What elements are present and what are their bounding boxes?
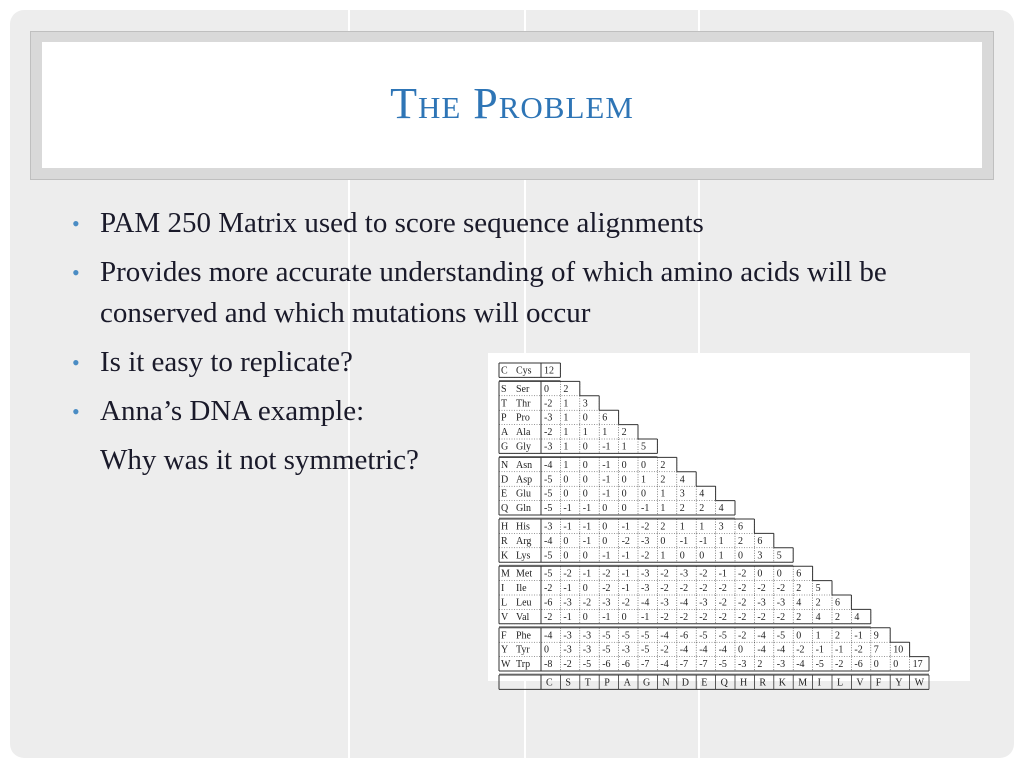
matrix-value: 6 bbox=[738, 521, 743, 533]
matrix-value: 2 bbox=[679, 503, 685, 515]
bullet-dot-icon: • bbox=[72, 350, 80, 375]
row-name: Trp bbox=[516, 659, 531, 671]
matrix-value: -3 bbox=[602, 597, 611, 609]
matrix-value: -4 bbox=[641, 597, 650, 609]
matrix-value: -7 bbox=[641, 659, 650, 671]
matrix-value: 1 bbox=[699, 521, 705, 533]
row-letter: A bbox=[501, 427, 509, 439]
matrix-value: -2 bbox=[641, 521, 650, 533]
matrix-value: 1 bbox=[602, 427, 608, 439]
row-letter: W bbox=[501, 659, 511, 671]
matrix-value: 0 bbox=[621, 611, 627, 623]
matrix-value: 0 bbox=[621, 474, 627, 486]
matrix-value: 3 bbox=[757, 550, 763, 562]
column-label: G bbox=[643, 677, 651, 689]
matrix-value: 0 bbox=[621, 459, 627, 471]
matrix-value: -1 bbox=[602, 488, 611, 500]
matrix-value: -1 bbox=[582, 503, 592, 515]
matrix-value: 4 bbox=[718, 503, 724, 515]
matrix-value: -2 bbox=[544, 427, 553, 439]
matrix-value: -2 bbox=[776, 583, 786, 595]
column-label: C bbox=[546, 677, 553, 689]
matrix-value: 0 bbox=[582, 459, 588, 471]
row-name: His bbox=[516, 521, 530, 533]
row-letter: P bbox=[501, 412, 507, 424]
matrix-value: -2 bbox=[738, 597, 747, 609]
pam250-matrix bbox=[488, 353, 970, 689]
matrix-value: 2 bbox=[835, 611, 840, 623]
matrix-value: 2 bbox=[757, 659, 763, 671]
matrix-value: 2 bbox=[796, 583, 802, 595]
column-label: D bbox=[681, 677, 690, 689]
matrix-value: -1 bbox=[815, 644, 824, 656]
matrix-value: -4 bbox=[699, 644, 708, 656]
row-letter: R bbox=[501, 535, 508, 547]
matrix-value: -4 bbox=[544, 459, 553, 471]
row-letter: V bbox=[501, 611, 509, 623]
matrix-value: 0 bbox=[544, 644, 549, 656]
matrix-value: -1 bbox=[699, 535, 708, 547]
matrix-value: -2 bbox=[544, 583, 553, 595]
matrix-value: 0 bbox=[563, 535, 569, 547]
matrix-value: -7 bbox=[699, 659, 708, 671]
matrix-value: -5 bbox=[718, 630, 727, 642]
row-letter: E bbox=[501, 488, 508, 500]
matrix-value: -8 bbox=[544, 659, 553, 671]
matrix-value: 2 bbox=[660, 474, 666, 486]
column-label: Y bbox=[895, 677, 903, 689]
matrix-value: -4 bbox=[544, 535, 553, 547]
column-label: W bbox=[914, 677, 925, 689]
matrix-value: -1 bbox=[854, 630, 863, 642]
matrix-value: 0 bbox=[621, 488, 627, 500]
matrix-value: 2 bbox=[796, 611, 802, 623]
matrix-value: 5 bbox=[641, 441, 646, 453]
matrix-value: -1 bbox=[641, 611, 650, 623]
matrix-value: 1 bbox=[563, 441, 569, 453]
column-label: P bbox=[604, 677, 610, 689]
row-letter: L bbox=[501, 597, 508, 609]
matrix-value: 4 bbox=[679, 474, 685, 486]
column-label: F bbox=[875, 677, 882, 689]
matrix-value: -5 bbox=[699, 630, 708, 642]
matrix-value: -6 bbox=[602, 659, 611, 671]
matrix-value: -2 bbox=[641, 550, 650, 562]
matrix-value: 0 bbox=[796, 630, 802, 642]
matrix-value: 5 bbox=[776, 550, 782, 562]
column-label: A bbox=[623, 677, 631, 689]
matrix-value: 1 bbox=[563, 427, 569, 439]
title-box bbox=[42, 42, 982, 168]
matrix-value: 1 bbox=[660, 550, 666, 562]
matrix-value: -2 bbox=[738, 611, 747, 623]
matrix-value: -6 bbox=[854, 659, 863, 671]
matrix-value: -6 bbox=[621, 659, 630, 671]
matrix-value: -5 bbox=[641, 644, 650, 656]
matrix-value: -2 bbox=[660, 644, 669, 656]
matrix-value: 5 bbox=[815, 583, 821, 595]
matrix-value: -2 bbox=[660, 568, 669, 580]
matrix-value: -2 bbox=[660, 611, 669, 623]
bullet-text: Anna’s DNA example: bbox=[100, 395, 365, 427]
matrix-value: -1 bbox=[621, 583, 630, 595]
matrix-value: -4 bbox=[660, 659, 669, 671]
matrix-value: 2 bbox=[835, 630, 840, 642]
matrix-value: -4 bbox=[718, 644, 727, 656]
matrix-value: -5 bbox=[544, 503, 553, 515]
matrix-value: 6 bbox=[835, 597, 840, 609]
matrix-value: 1 bbox=[582, 427, 588, 439]
matrix-value: -1 bbox=[582, 568, 592, 580]
matrix-value: 10 bbox=[893, 644, 904, 656]
matrix-value: 1 bbox=[718, 535, 724, 547]
matrix-value: 0 bbox=[621, 503, 627, 515]
matrix-value: -3 bbox=[641, 568, 650, 580]
bullet-dot-icon: • bbox=[72, 399, 80, 424]
matrix-value: 0 bbox=[563, 474, 569, 486]
matrix-value: 4 bbox=[796, 597, 802, 609]
bullet-item bbox=[72, 252, 942, 334]
row-letter: F bbox=[501, 630, 507, 642]
matrix-value: -2 bbox=[679, 611, 689, 623]
matrix-value: 0 bbox=[893, 659, 899, 671]
matrix-value: 0 bbox=[660, 535, 666, 547]
matrix-value: 1 bbox=[660, 488, 666, 500]
matrix-value: -3 bbox=[544, 521, 553, 533]
matrix-value: -5 bbox=[602, 644, 611, 656]
matrix-value: -2 bbox=[757, 611, 766, 623]
matrix-value: 0 bbox=[544, 383, 549, 395]
matrix-value: -2 bbox=[544, 611, 553, 623]
matrix-value: 0 bbox=[582, 550, 588, 562]
row-name: Ser bbox=[516, 383, 530, 395]
row-name: Ile bbox=[516, 583, 527, 595]
matrix-value: 0 bbox=[582, 474, 588, 486]
matrix-value: -5 bbox=[544, 488, 553, 500]
slide-title: The Problem bbox=[390, 78, 634, 128]
matrix-value: -2 bbox=[582, 597, 592, 609]
matrix-value: -3 bbox=[776, 597, 786, 609]
matrix-value: 1 bbox=[815, 630, 821, 642]
row-letter: Y bbox=[501, 644, 509, 656]
matrix-value: -2 bbox=[738, 630, 747, 642]
matrix-value: -1 bbox=[602, 441, 611, 453]
matrix-value: -3 bbox=[641, 535, 650, 547]
matrix-value: 4 bbox=[854, 611, 860, 623]
row-letter: C bbox=[501, 365, 508, 377]
matrix-value: -5 bbox=[718, 659, 727, 671]
matrix-value: -2 bbox=[660, 583, 669, 595]
matrix-value: -3 bbox=[699, 597, 708, 609]
matrix-value: 0 bbox=[757, 568, 763, 580]
matrix-value: 6 bbox=[757, 535, 763, 547]
row-letter: D bbox=[501, 474, 509, 486]
bullet-text: Is it easy to replicate? bbox=[100, 346, 353, 378]
bullet-dot-icon: • bbox=[72, 260, 80, 285]
matrix-value: -5 bbox=[776, 630, 786, 642]
column-label: T bbox=[584, 677, 591, 689]
matrix-value: 0 bbox=[602, 503, 608, 515]
matrix-value: 0 bbox=[699, 550, 705, 562]
row-name: Leu bbox=[516, 597, 532, 609]
matrix-value: -1 bbox=[679, 535, 689, 547]
matrix-value: -2 bbox=[602, 568, 611, 580]
matrix-value: 4 bbox=[699, 488, 705, 500]
row-letter: Q bbox=[501, 503, 509, 515]
matrix-value: 6 bbox=[796, 568, 802, 580]
matrix-value: -2 bbox=[718, 583, 727, 595]
bullet-text: Provides more accurate understanding of which amino acids will be conserved and which mutations will occur bbox=[100, 256, 887, 329]
row-name: Thr bbox=[516, 398, 531, 410]
row-letter: M bbox=[501, 568, 510, 580]
matrix-value: -5 bbox=[544, 474, 553, 486]
row-name: Gly bbox=[516, 441, 531, 453]
matrix-value: 2 bbox=[699, 503, 705, 515]
matrix-value: -1 bbox=[621, 550, 630, 562]
row-letter: H bbox=[501, 521, 509, 533]
matrix-value: 2 bbox=[660, 459, 666, 471]
matrix-value: -1 bbox=[563, 521, 572, 533]
row-name: Glu bbox=[516, 488, 531, 500]
matrix-value: -1 bbox=[602, 611, 611, 623]
matrix-value: -2 bbox=[757, 583, 766, 595]
matrix-value: 7 bbox=[873, 644, 879, 656]
row-name: Pro bbox=[516, 412, 530, 424]
matrix-value: 0 bbox=[641, 488, 646, 500]
matrix-value: -5 bbox=[544, 568, 553, 580]
matrix-value: 1 bbox=[641, 474, 646, 486]
matrix-value: 0 bbox=[602, 535, 608, 547]
row-letter: T bbox=[501, 398, 508, 410]
matrix-value: -2 bbox=[699, 611, 708, 623]
matrix-value: -2 bbox=[738, 568, 747, 580]
matrix-value: -1 bbox=[602, 459, 611, 471]
pam250-matrix-image bbox=[488, 353, 970, 689]
matrix-value: -1 bbox=[563, 503, 572, 515]
matrix-value: -5 bbox=[544, 550, 553, 562]
matrix-value: -2 bbox=[544, 398, 553, 410]
matrix-value: -1 bbox=[563, 583, 572, 595]
matrix-value: -1 bbox=[582, 521, 592, 533]
matrix-value: 4 bbox=[815, 611, 821, 623]
matrix-value: -6 bbox=[544, 597, 553, 609]
row-name: Met bbox=[516, 568, 533, 580]
matrix-value: -2 bbox=[563, 568, 572, 580]
matrix-value: -5 bbox=[621, 630, 630, 642]
matrix-value: -3 bbox=[582, 644, 592, 656]
row-letter: K bbox=[501, 550, 509, 562]
column-label: R bbox=[759, 677, 767, 689]
sub-text: Why was it not symmetric? bbox=[100, 444, 419, 476]
matrix-value: -1 bbox=[602, 474, 611, 486]
matrix-value: 2 bbox=[621, 427, 627, 439]
column-label: M bbox=[798, 677, 808, 689]
matrix-value: -3 bbox=[621, 644, 630, 656]
column-label: N bbox=[662, 677, 670, 689]
matrix-value: -3 bbox=[563, 644, 572, 656]
matrix-value: -5 bbox=[815, 659, 824, 671]
matrix-value: -1 bbox=[621, 521, 630, 533]
matrix-value: 17 bbox=[912, 659, 923, 671]
matrix-value: -3 bbox=[641, 583, 650, 595]
matrix-value: -3 bbox=[582, 630, 592, 642]
row-name: Gln bbox=[516, 503, 531, 515]
column-label: L bbox=[837, 677, 844, 689]
matrix-value: -4 bbox=[660, 630, 669, 642]
matrix-value: 2 bbox=[738, 535, 743, 547]
matrix-value: -2 bbox=[621, 535, 630, 547]
matrix-value: 0 bbox=[563, 550, 569, 562]
matrix-value: 2 bbox=[815, 597, 821, 609]
matrix-value: 0 bbox=[873, 659, 879, 671]
matrix-value: -3 bbox=[544, 412, 553, 424]
matrix-value: 0 bbox=[582, 441, 588, 453]
matrix-value: -5 bbox=[602, 630, 611, 642]
matrix-value: 0 bbox=[582, 583, 588, 595]
matrix-value: 1 bbox=[563, 459, 569, 471]
matrix-value: -3 bbox=[757, 597, 766, 609]
matrix-value: -5 bbox=[641, 630, 650, 642]
matrix-value: -3 bbox=[679, 568, 689, 580]
matrix-value: 0 bbox=[679, 550, 685, 562]
matrix-value: -3 bbox=[563, 597, 572, 609]
matrix-value: -4 bbox=[796, 659, 805, 671]
matrix-value: -6 bbox=[679, 630, 689, 642]
matrix-value: 3 bbox=[679, 488, 685, 500]
matrix-value: -2 bbox=[796, 644, 805, 656]
matrix-value: -4 bbox=[544, 630, 553, 642]
row-name: Asn bbox=[516, 459, 533, 471]
matrix-value: -2 bbox=[835, 659, 844, 671]
column-label: K bbox=[778, 677, 787, 689]
matrix-value: -4 bbox=[679, 597, 689, 609]
matrix-value: -1 bbox=[621, 568, 630, 580]
matrix-value: -2 bbox=[776, 611, 786, 623]
matrix-value: -1 bbox=[718, 568, 727, 580]
matrix-value: 1 bbox=[679, 521, 685, 533]
matrix-value: 1 bbox=[563, 398, 569, 410]
matrix-value: -1 bbox=[641, 503, 650, 515]
matrix-value: 2 bbox=[563, 383, 569, 395]
row-name: Val bbox=[516, 611, 530, 623]
matrix-value: 0 bbox=[582, 412, 588, 424]
row-name: Lys bbox=[516, 550, 531, 562]
matrix-value: 0 bbox=[738, 644, 743, 656]
matrix-value: 3 bbox=[582, 398, 588, 410]
row-letter: G bbox=[501, 441, 509, 453]
matrix-value: 12 bbox=[544, 365, 554, 377]
matrix-value: -2 bbox=[718, 611, 727, 623]
matrix-value: -3 bbox=[544, 441, 553, 453]
matrix-value: 0 bbox=[738, 550, 743, 562]
matrix-value: 6 bbox=[602, 412, 608, 424]
bullet-text: PAM 250 Matrix used to score sequence alignments bbox=[100, 207, 704, 239]
column-label: V bbox=[856, 677, 864, 689]
matrix-value: 2 bbox=[660, 521, 666, 533]
matrix-value: -5 bbox=[582, 659, 592, 671]
matrix-value: -3 bbox=[738, 659, 747, 671]
column-label: I bbox=[817, 677, 821, 689]
matrix-value: 9 bbox=[873, 630, 879, 642]
matrix-value: -2 bbox=[621, 597, 630, 609]
column-label: E bbox=[701, 677, 708, 689]
matrix-value: -4 bbox=[679, 644, 689, 656]
row-name: Arg bbox=[516, 535, 532, 547]
matrix-value: 1 bbox=[621, 441, 627, 453]
matrix-value: -2 bbox=[699, 568, 708, 580]
bullet-item bbox=[72, 203, 942, 244]
matrix-value: 1 bbox=[660, 503, 666, 515]
column-label: H bbox=[740, 677, 748, 689]
matrix-value: -3 bbox=[776, 659, 786, 671]
matrix-value: -2 bbox=[602, 583, 611, 595]
matrix-value: -2 bbox=[738, 583, 747, 595]
row-letter: N bbox=[501, 459, 509, 471]
matrix-value: -2 bbox=[854, 644, 863, 656]
row-letter: I bbox=[501, 583, 505, 595]
matrix-value: -7 bbox=[679, 659, 689, 671]
matrix-value: -1 bbox=[582, 535, 592, 547]
matrix-value: -4 bbox=[757, 644, 766, 656]
matrix-value: 0 bbox=[582, 488, 588, 500]
row-letter: S bbox=[501, 383, 507, 395]
column-label: Q bbox=[720, 677, 728, 689]
row-name: Asp bbox=[516, 474, 533, 486]
matrix-value: -3 bbox=[660, 597, 669, 609]
matrix-value: -2 bbox=[563, 659, 572, 671]
matrix-value: 0 bbox=[582, 611, 588, 623]
matrix-value: -3 bbox=[563, 630, 572, 642]
matrix-value: 1 bbox=[563, 412, 569, 424]
matrix-value: 3 bbox=[718, 521, 724, 533]
matrix-value: 1 bbox=[718, 550, 724, 562]
bullet-dot-icon: • bbox=[72, 211, 80, 236]
row-name: Ala bbox=[516, 427, 531, 439]
matrix-value: 0 bbox=[563, 488, 569, 500]
matrix-value: -1 bbox=[602, 550, 611, 562]
row-name: Phe bbox=[516, 630, 531, 642]
matrix-value: -4 bbox=[757, 630, 766, 642]
matrix-value: -2 bbox=[699, 583, 708, 595]
matrix-value: 0 bbox=[641, 459, 646, 471]
matrix-value: -2 bbox=[718, 597, 727, 609]
matrix-value: 0 bbox=[776, 568, 782, 580]
matrix-value: -4 bbox=[776, 644, 786, 656]
row-name: Tyr bbox=[516, 644, 530, 656]
matrix-value: -2 bbox=[679, 583, 689, 595]
matrix-value: -1 bbox=[835, 644, 844, 656]
matrix-value: -1 bbox=[563, 611, 572, 623]
matrix-value: 0 bbox=[602, 521, 608, 533]
column-label: S bbox=[565, 677, 571, 689]
row-name: Cys bbox=[516, 365, 532, 377]
